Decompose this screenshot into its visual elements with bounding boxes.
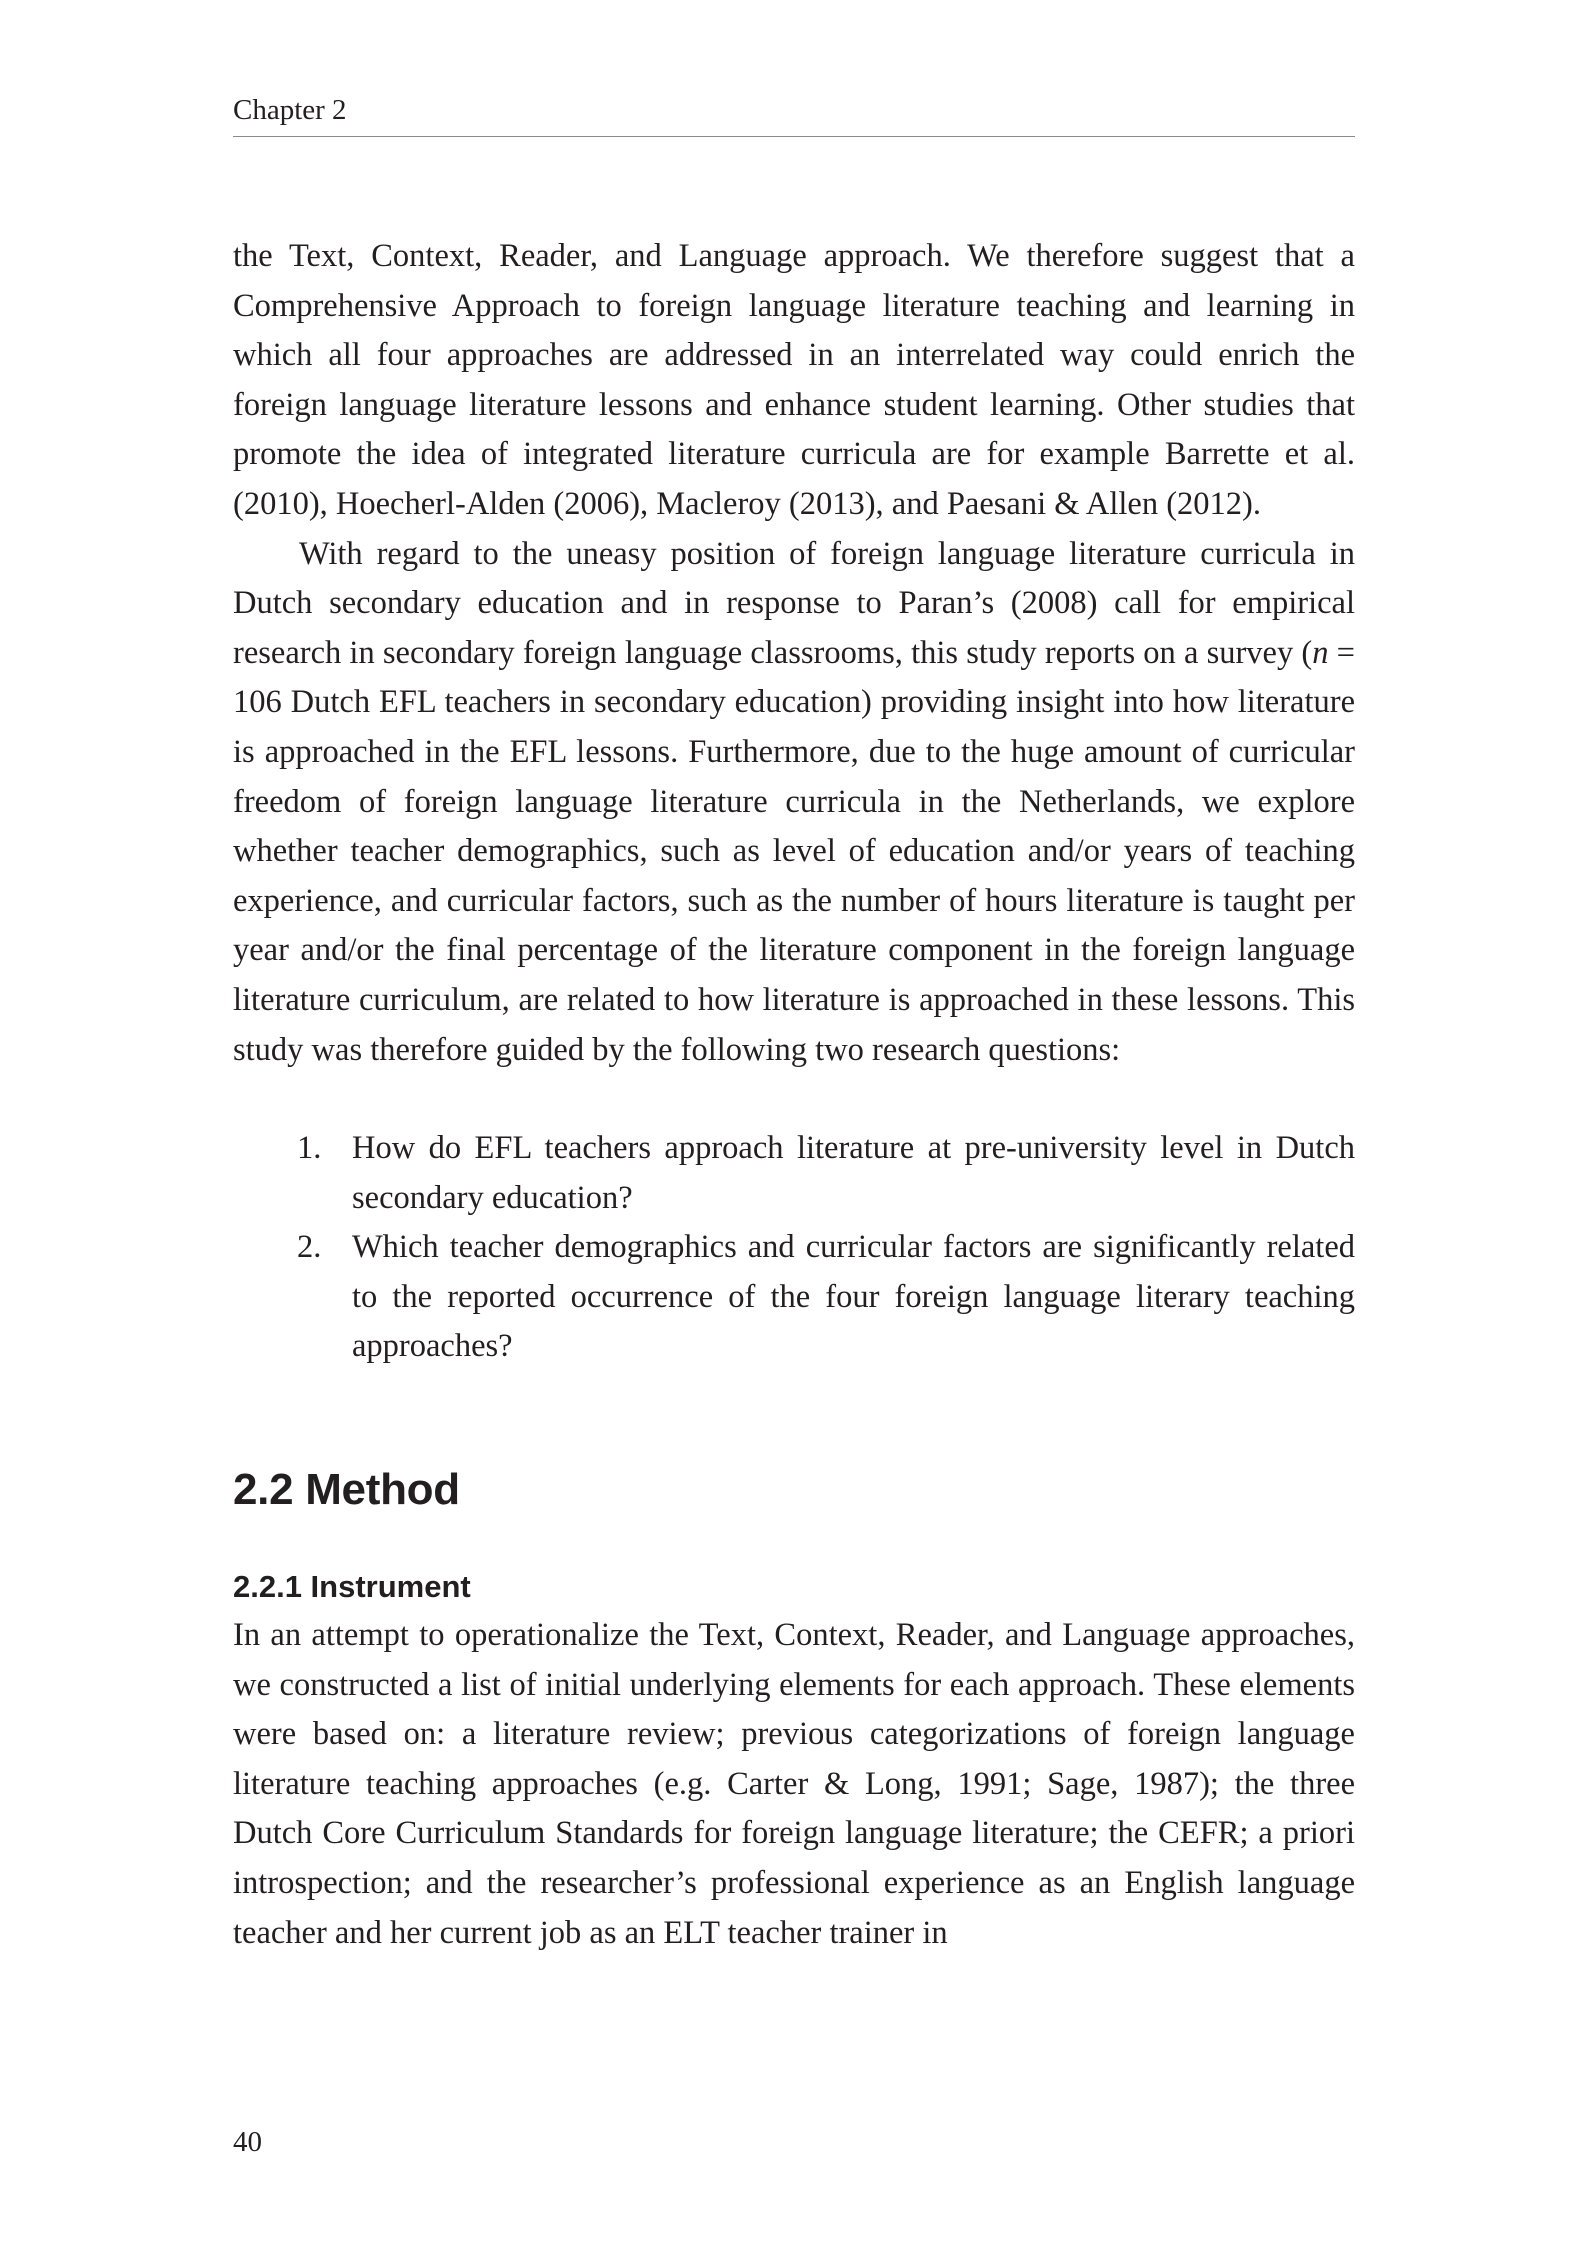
paragraph-2: [233, 530, 1355, 1076]
research-question-2: [233, 1223, 1355, 1372]
paragraph-3: In an attempt to operationalize the Text, Context, Reader, and Language approaches, we constructed a list of initial underlying elements for each approach. These elements were based on: a literature review; previous categorizations of foreign language literature teaching approaches (e.g. Carter & Long, 1991; Sage, 1987); the three Dutch Core Curriculum Standards for foreign language literature; the CEFR; a priori introspection; and the researcher’s professional experience as an English language teacher and her current job as an ELT teacher trainer in: [233, 1617, 1355, 1951]
running-header: [233, 92, 1355, 137]
paragraph-1: the Text, Context, Reader, and Language approach. We therefore suggest that a Comprehensive Approach to foreign language literature teaching and learning in which all four approaches are addressed in an interrelated way could enrich the foreign language literature lessons and enhance student learning. Other studies that promote the idea of integrated literature curricula are for example Barrette et al. (2010), Hoecherl-Alden (2006), Macleroy (2013), and Paesani & Allen (2012).: [233, 238, 1355, 522]
section-heading: 2.2 Method: [233, 1465, 460, 1515]
research-question-text: How do EFL teachers approach literature at pre-university level in Dutch secondary education?: [352, 1130, 1355, 1216]
sample-size-variable: n: [1312, 634, 1329, 671]
page-number: 40: [233, 2126, 262, 2158]
paragraph-2-text-a: With regard to the uneasy position of foreign language literature curricula in Dutch secondary education and in response to Paran’s (2008) call for empirical research in secondary foreign language classrooms, this study reports on a survey (: [233, 535, 1355, 671]
running-title: Chapter 2: [233, 94, 347, 126]
paragraph-2-text-b: = 106 Dutch EFL teachers in secondary education) providing insight into how literature is approached in the EFL lessons. Furthermore, due to the huge amount of curricular freedom of foreign language literature curricula in the Netherlands, we explore whether teacher demographics, such as level of education and/or years of teaching experience, and curricular factors, such as the number of hours literature is taught per year and/or the final percentage of the literature component in the foreign language literature curriculum, are related to how literature is approached in these lessons. This study was therefore guided by the following two research questions:: [233, 634, 1355, 1068]
subsection-heading: 2.2.1 Instrument: [233, 1569, 471, 1605]
research-question-text: Which teacher demographics and curricular factors are significantly related to the reported occurrence of the four foreign language literary teaching approaches?: [352, 1229, 1355, 1365]
research-questions-list: [233, 1124, 1355, 1372]
research-question-1: [233, 1124, 1355, 1223]
research-question-number: 2.: [297, 1229, 322, 1266]
research-question-number: 1.: [297, 1130, 322, 1167]
page-content: [233, 232, 1355, 1958]
